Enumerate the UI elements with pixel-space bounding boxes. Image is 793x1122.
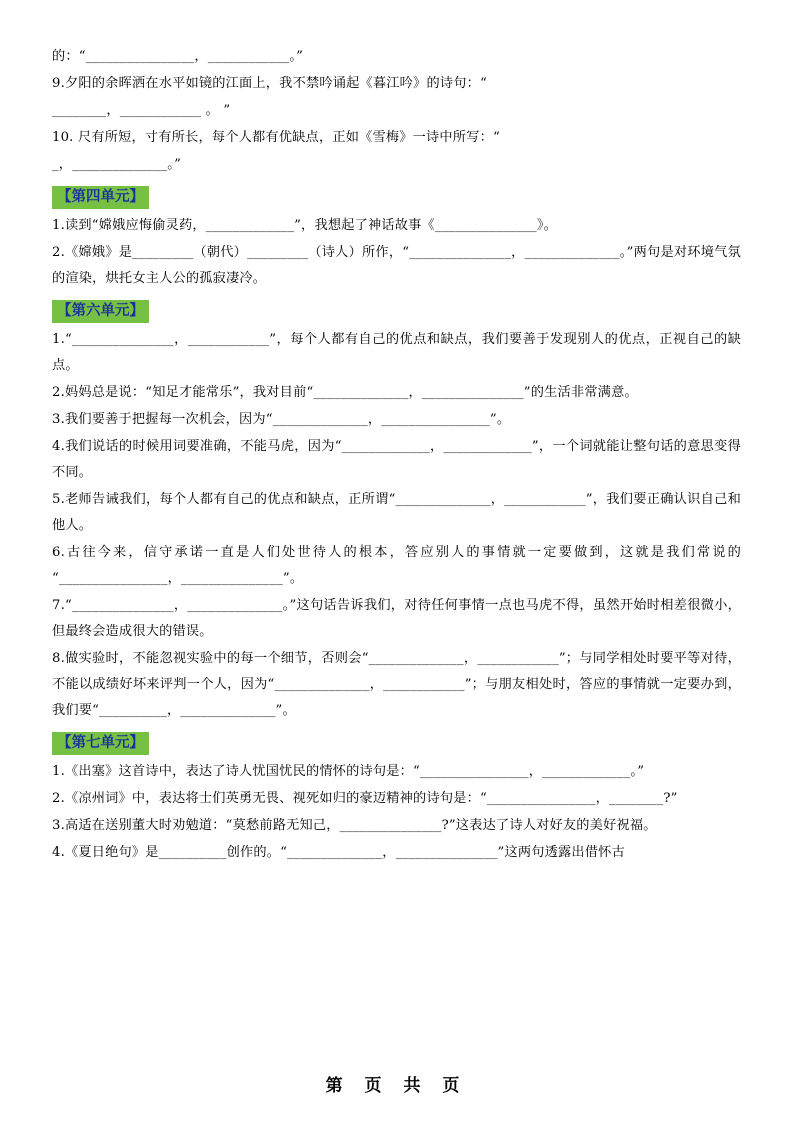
- unit7-item-3: 3.高适在送别董大时劝勉道：“莫愁前路无知己，_______________?”这表达了诗人对好友的美好祝福。: [52, 818, 657, 833]
- unit-6-header: 【第六单元】: [52, 300, 149, 323]
- unit-section-4: [52, 179, 741, 292]
- unit6-item-2: 2.妈妈总是说：“知足才能常乐”，我对目前“______________，_______________”的生活非常满意。: [52, 385, 638, 400]
- unit7-item-2: 2.《凉州词》中，表达将士们英勇无畏、视死如归的豪迈精神的诗句是：“________________，________?”: [52, 791, 678, 806]
- unit6-item-7: 7.“_______________，______________。”这句话告诉我们，对待任何事情一点也马虎不得，虽然开始时相差很微小，但最终会造成很大的错误。: [52, 598, 741, 639]
- unit4-item-1: 1.读到“嫦娥应悔偷灵药，_____________”，我想起了神话故事《_______________》。: [52, 218, 558, 233]
- unit7-item-4: 4.《夏日绝句》是__________创作的。“______________，_______________”这两句透露出借怀古: [52, 845, 625, 860]
- unit6-item-3: 3.我们要善于把握每一次机会，因为“______________，________________”。: [52, 412, 511, 427]
- unit-section-7: [52, 725, 741, 866]
- unit7-item-1: 1.《出塞》这首诗中，表达了诗人忧国忧民的情怀的诗句是：“________________，_____________。”: [52, 764, 645, 779]
- unit6-item-5: 5.老师告诫我们，每个人都有自己的优点和缺点，正所谓“______________，____________”，我们要正确认识自己和他人。: [52, 492, 741, 533]
- unit-section-6: [52, 293, 741, 724]
- unit6-item-1: 1.“_______________，____________”，每个人都有自己的优点和缺点，我们要善于发现别人的优点，正视自己的缺点。: [52, 332, 741, 373]
- unit6-item-8: 8.做实验时，不能忽视实验中的每一个细节，否则会“______________，____________”；与同学相处时要平等对待，不能以成绩好坏来评判一个人，因为“______________，____________”；与朋友相处时，答应的事情就一定要办到，我们要“__________，______________”。: [52, 651, 741, 718]
- exercise-item-9: 9.夕阳的余晖洒在水平如镜的江面上，我不禁吟诵起《暮江吟》的诗句：“: [52, 76, 487, 91]
- exercise-item-10: 10. 尺有所短，寸有所长，每个人都有优缺点，正如《雪梅》一诗中所写：“: [52, 130, 500, 145]
- unit6-item-4: 4.我们说话的时候用词要准确，不能马虎，因为“_____________，_____________”，一个词就能让整句话的意思变得不同。: [52, 439, 741, 480]
- partial-line-top: 的：“________________，____________。”: [52, 49, 304, 64]
- unit6-item-6: 6.古往今来，信守承诺一直是人们处世待人的根本，答应别人的事情就一定要做到，这就是我们常说的“________________，_______________”。: [52, 545, 741, 586]
- unit-7-header: 【第七单元】: [52, 732, 149, 755]
- exercise-item-9-cont: ________，____________ 。 ”: [52, 103, 231, 118]
- unit-4-header: 【第四单元】: [52, 186, 149, 209]
- page-footer: 第 页 共 页: [325, 1076, 468, 1096]
- exercise-item-10-cont: _，______________。”: [52, 157, 182, 172]
- unit4-item-2: 2.《嫦娥》是_________（朝代）_________（诗人）所作，“_______________，______________。”两句是对环境气氛的渲染，烘托女主人公的孤寂凄冷。: [52, 245, 741, 286]
